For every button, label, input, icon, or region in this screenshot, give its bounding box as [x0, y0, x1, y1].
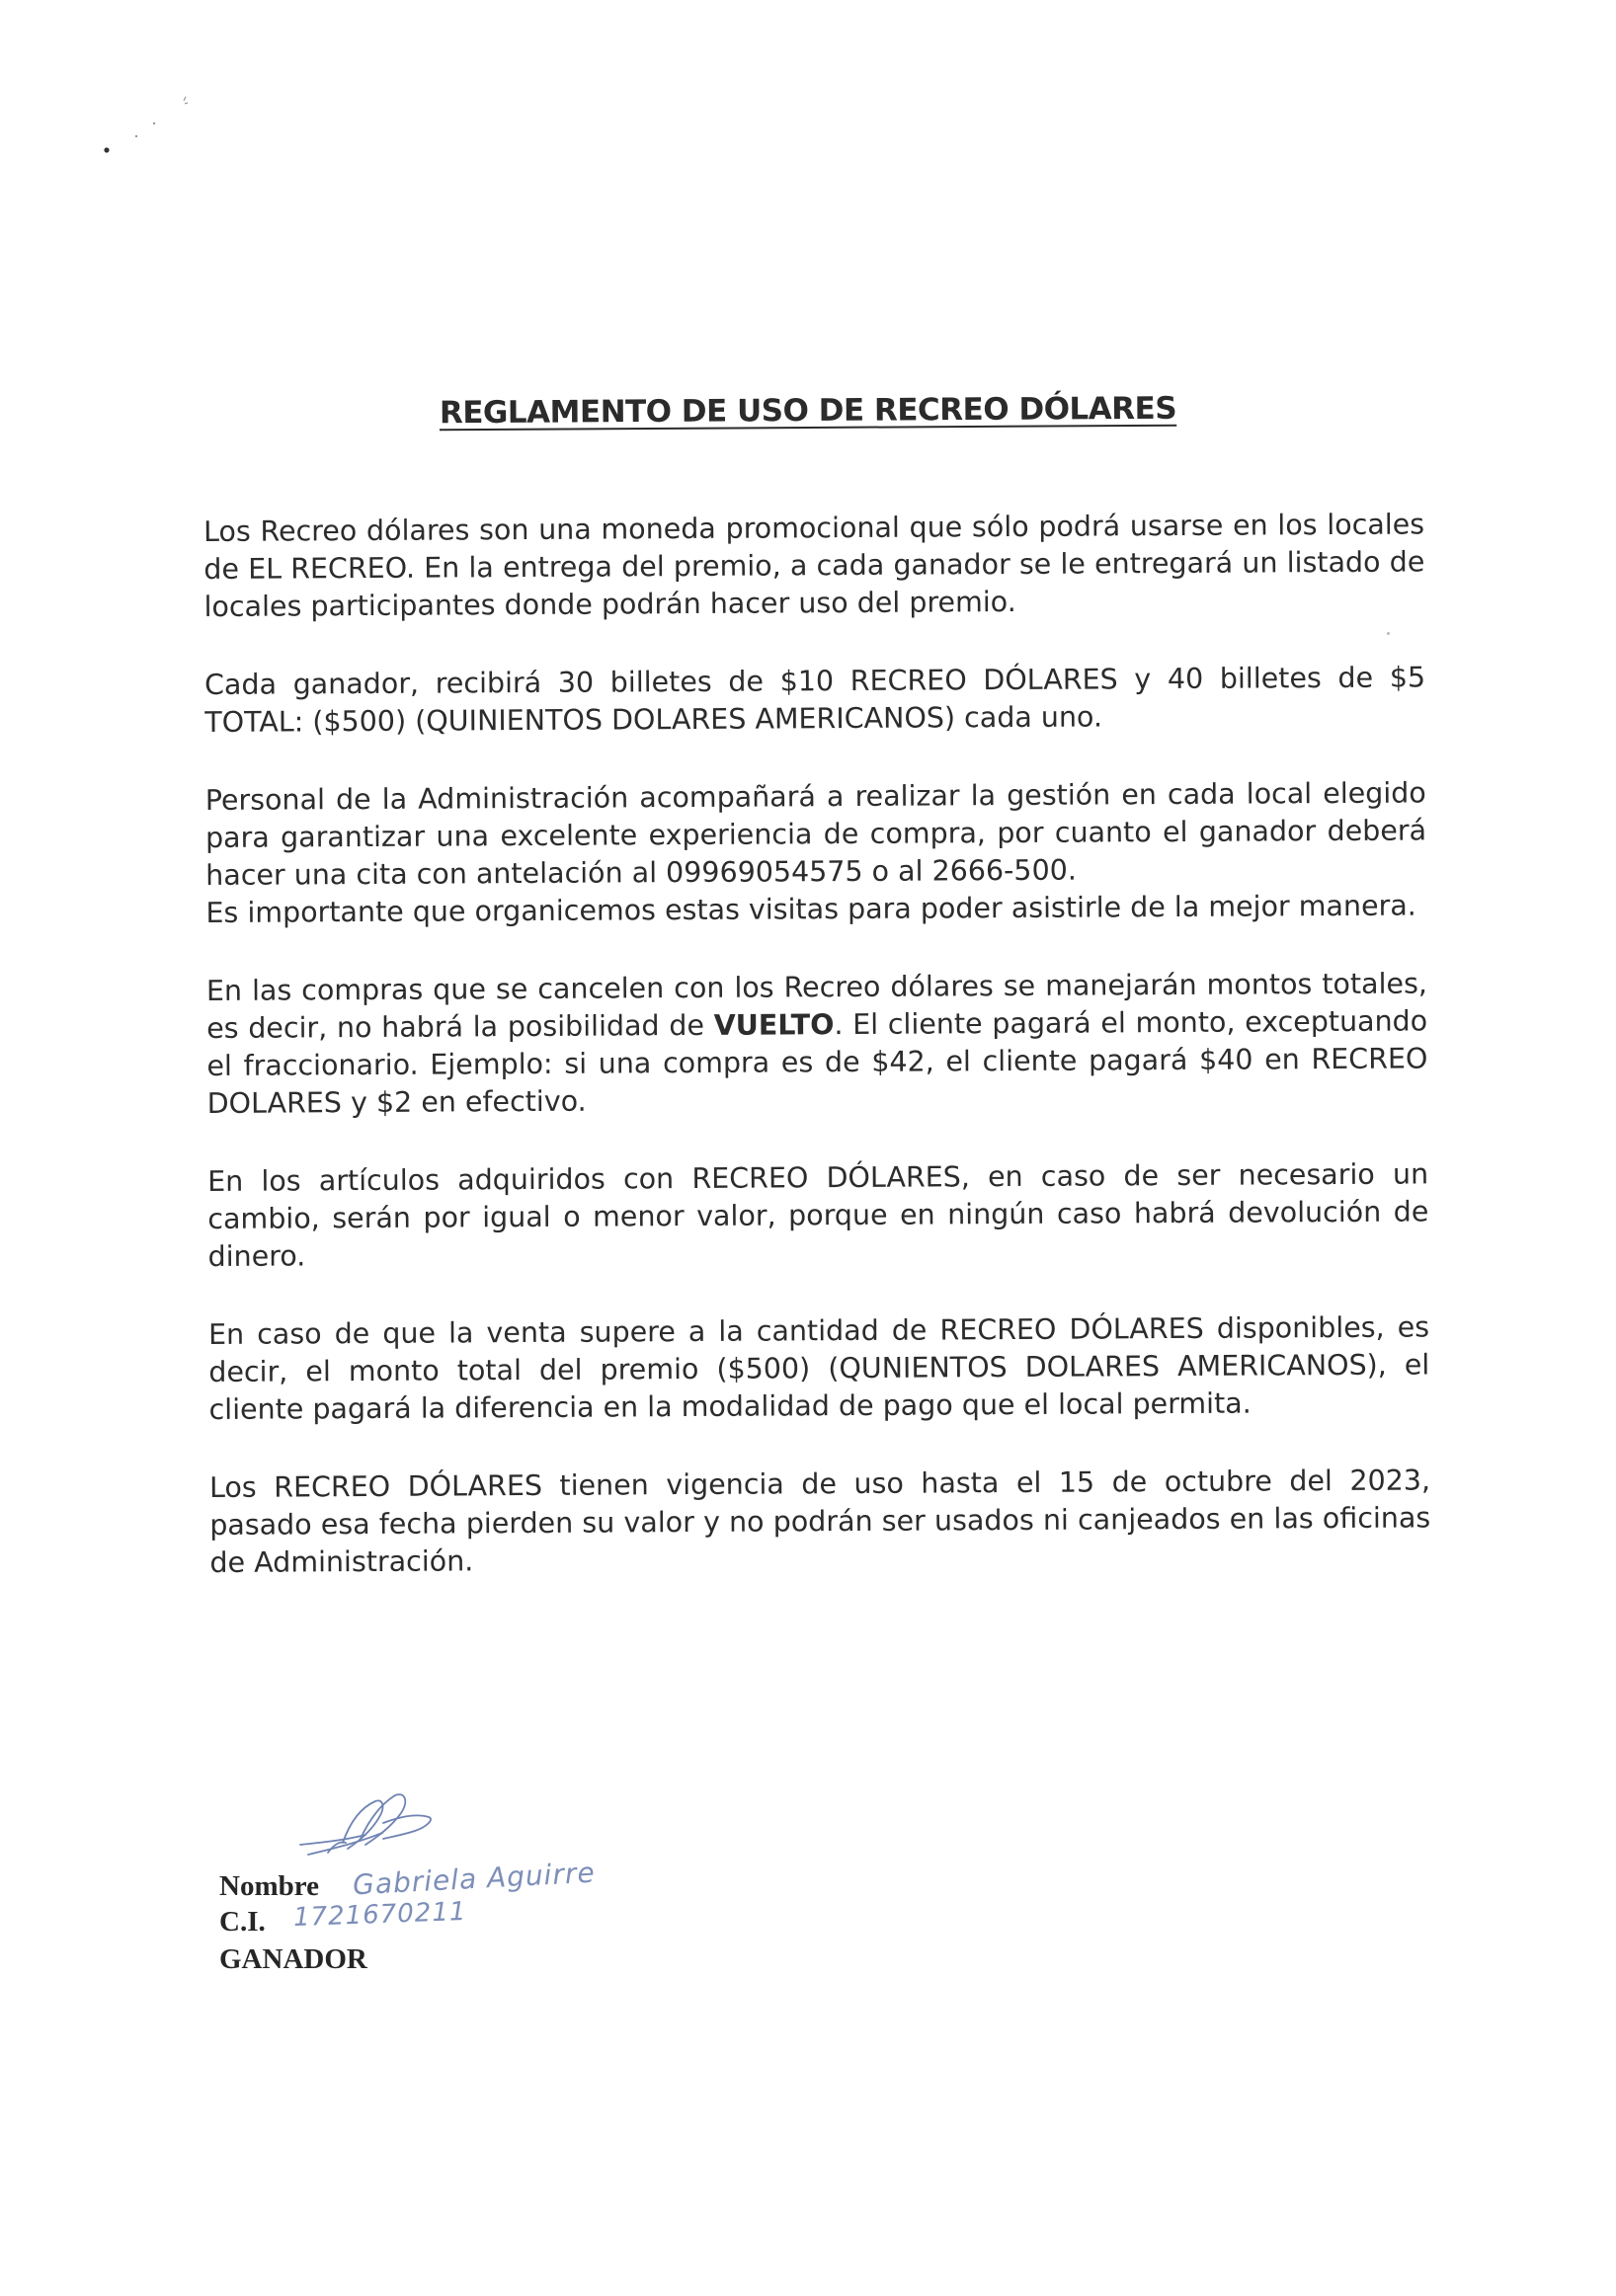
paragraph-4-text-end: . El cliente pagará el monto, exceptuando el fraccionario. Ejemplo: si una compra es de $42, el cliente pagará $40 en RECREO DOLARES y $2 en efectivo.: [206, 1004, 1428, 1120]
paragraph-3-continuation: Es importante que organicemos estas visitas para poder asistirle de la mejor manera.: [205, 889, 1416, 929]
ci-label: C.I.: [219, 1906, 266, 1938]
document-body: [203, 506, 1431, 1623]
paragraph-7: Los RECREO DÓLARES tienen vigencia de uso hasta el 15 de octubre del 2023, pasado esa fecha pierden su valor y no podrán ser usados ni canjeados en las oficinas de Administración.: [208, 1464, 1431, 1579]
document-title: REGLAMENTO DE USO DE RECREO DÓLARES: [439, 390, 1177, 432]
paragraph-3: [205, 774, 1427, 895]
name-label: Nombre: [219, 1870, 319, 1902]
handwritten-name: Gabriela Aguirre: [352, 1856, 597, 1902]
paragraph-3-text: Personal de la Administración acompañará a realizar la gestión en cada local elegido para garantizar una excelente experiencia de compra, por cuanto el ganador deberá hacer una cita con antelación al 09969054575 o al 2666-500.: [204, 776, 1427, 892]
paragraph-5: En los artículos adquiridos con RECREO DÓLARES, en caso de ser necesario un cambio, serán por igual o menor valor, porque en ningún caso habrá devolución de dinero.: [207, 1157, 1429, 1273]
paragraph-2: Cada ganador, recibirá 30 billetes de $10 RECREO DÓLARES y 40 billetes de $5 TOTAL: ($500) (QUINIENTOS DOLARES AMERICANOS) cada uno.: [203, 661, 1426, 739]
role-label: GANADOR: [219, 1943, 367, 1975]
paragraph-4-emphasis: VUELTO: [713, 1008, 835, 1042]
paragraph-1: Los Recreo dólares son una moneda promocional que sólo podrá usarse en los locales de EL RECREO. En la entrega del premio, a cada ganador se le entregará un listado de locales participantes donde podrán hacer uso del premio.: [203, 508, 1425, 623]
handwritten-ci: 1721670211: [292, 1896, 467, 1934]
signature-block: [219, 1783, 812, 1981]
paragraph-4-text-start: En las compras que se cancelen con los Recreo dólares se manejarán montos totales, es decir, no habrá la posibilidad de: [205, 967, 1428, 1045]
paragraph-6: En caso de que la venta supere a la cantidad de RECREO DÓLARES disponibles, es decir, el monto total del premio ($500) (QUNIENTOS DOLARES AMERICANOS), el cliente pagará la diferencia en la modalidad de pago que el local permita.: [207, 1310, 1430, 1426]
scan-specks: [89, 89, 207, 168]
signature-scribble: [288, 1783, 446, 1872]
scan-dot: [1387, 632, 1390, 635]
paragraph-4: [206, 965, 1428, 1123]
